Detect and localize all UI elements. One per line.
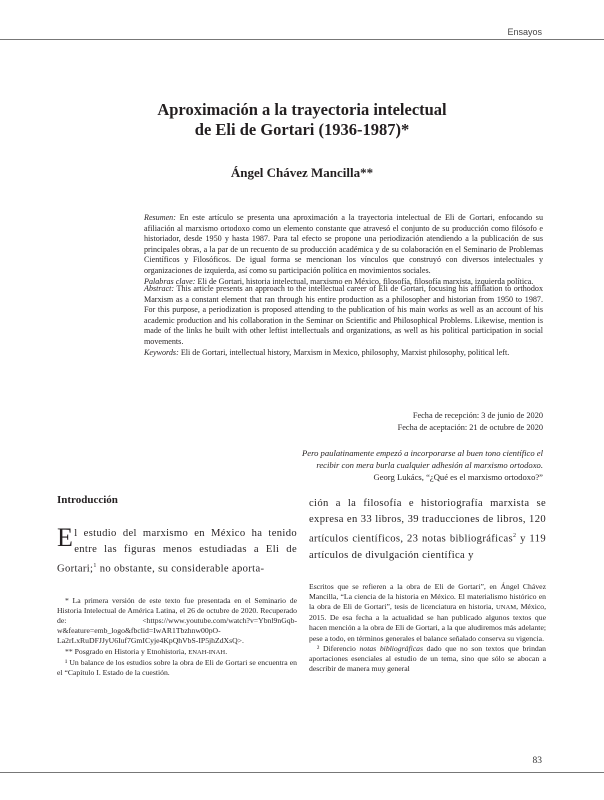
keywords-es-text: Eli de Gortari, historia intelectual, marxismo en México, filosofía, filosofía marxista, izquierda política. bbox=[197, 276, 534, 286]
keywords-en-label: Keywords: bbox=[144, 347, 179, 357]
abstract-en-text: This article presents an approach to the intellectual career of Eli de Gortari, focusing his affiliation to orthodox Marxism as a constant element that ran through his entire production as a philosopher and historian from 1950 to 1987. For this purpose, a periodization is proposed attending to the publication of his main works as well as an account of his academic production and his collaboration in the Seminar on Scientific and Philosophical Problems. Likewise, mention is made of the links he built with other leftist intellectuals and organizations, as well as his political participation in social movements. bbox=[144, 284, 543, 346]
footnote-ref-2[interactable]: 2 bbox=[513, 533, 517, 539]
column-left bbox=[57, 494, 297, 678]
epigraph-line-2: recibir con mera burla cualquier adhesión al marxismo ortodoxo. bbox=[316, 459, 543, 470]
epigraph-line-1: Pero paulatinamente empezó a incorporarse al buen tono científico el bbox=[302, 448, 543, 458]
footnote-2-italic: notas bibliográficas bbox=[359, 643, 423, 653]
section-heading-introduccion: Introducción bbox=[57, 494, 118, 506]
abstract-en-label: Abstract: bbox=[144, 284, 175, 293]
footnote-2 bbox=[309, 644, 546, 675]
article-author: Ángel Chávez Mancilla** bbox=[230, 165, 374, 180]
header-rule bbox=[0, 39, 604, 40]
footer-rule bbox=[0, 772, 604, 773]
footnote-double-star-end: . bbox=[225, 646, 228, 656]
abstract-es-label: Resumen: bbox=[144, 213, 176, 222]
column-right bbox=[309, 496, 546, 674]
intro-paragraph-left bbox=[57, 523, 297, 578]
footnote-1: ¹ Un balance de los estudios sobre la obra de Eli de Gortari se encuentra en el “Capítulo I. Estado de la cuestión. bbox=[57, 657, 297, 677]
date-received: Fecha de recepción: 3 de junio de 2020 bbox=[412, 411, 543, 420]
intro-text-left: l estudio del marxismo en México ha tenido entre las figuras menos estudiadas a Eli de Gortari; bbox=[57, 528, 297, 575]
footnote-double-star-institution: ENAH-INAH bbox=[188, 648, 226, 656]
drop-cap: E bbox=[57, 523, 74, 552]
intro-paragraph-right bbox=[309, 496, 546, 564]
footnote-double-star bbox=[57, 647, 297, 658]
keywords-en-paragraph bbox=[144, 348, 543, 359]
section-label: Ensayos bbox=[507, 27, 542, 37]
intro-text-right-1: ción a la filosofía e historiografía marxista se expresa en 33 libros, 39 traducciones de libros, 120 artículos científicos, 23 notas bibliográficas bbox=[309, 498, 546, 545]
keywords-en-text: Eli de Gortari, intellectual history, Marxism in Mexico, philosophy, Marxist philosophy, political left. bbox=[180, 347, 510, 357]
date-accepted: Fecha de aceptación: 21 de octubre de 2020 bbox=[397, 423, 543, 432]
footnote-2-text-b: dado que no son textos que brindan aportaciones esenciales al estudio de un tema, sino que sólo se abocan a describir de manera muy general bbox=[309, 643, 547, 674]
epigraph bbox=[213, 448, 543, 483]
abstract-english bbox=[144, 284, 543, 358]
title-line-1: Aproximación a la trayectoria intelectual bbox=[157, 100, 447, 119]
footnote-double-star-text: ** Posgrado en Historia y Etnohistoria, bbox=[65, 646, 189, 656]
footnote-star: * La primera versión de este texto fue presentada en el Seminario de Historia Intelectual de América Latina, el 26 de octubre de 2020. Recuperado de: <https://www.youtube.com/watch?v=Ybnl9nGqb-w&feature=emb_logo&fbclid=IwAR1Tbzhnw00pO-La2rLxRuDFJJyU6Iuf7GmICyje4KpQhVbS-IP5jhZdXsQ>. bbox=[57, 595, 297, 646]
epigraph-attribution: Georg Lukács, “¿Qué es el marxismo ortodoxo?” bbox=[373, 471, 543, 482]
abstract-es-paragraph bbox=[144, 213, 543, 277]
footnote-ref-1[interactable]: 1 bbox=[93, 563, 97, 569]
intro-text-right-2: y 119 artículos de divulgación científica y bbox=[309, 533, 546, 561]
footnote-1-continued bbox=[309, 582, 546, 644]
footnote-1-cont-institution: UNAM bbox=[496, 603, 517, 611]
abstract-spanish bbox=[144, 213, 543, 287]
footnote-2-text-a: ² Diferencio bbox=[317, 643, 360, 653]
article-title bbox=[0, 100, 604, 140]
article-dates bbox=[398, 410, 543, 434]
footnotes-left bbox=[57, 596, 297, 679]
intro-text-left-cont: no obstante, su considerable aporta- bbox=[96, 563, 265, 575]
keywords-es-label: Palabras clave: bbox=[144, 276, 196, 286]
footnote-1-cont-text-a: Escritos que se refieren a la obra de Eli de Gortari”, en Ángel Chávez Mancilla, “La ciencia de la historia en México. El materialismo histórico en la obra de Eli de Gortari”, tesis de licenciatura en historia, bbox=[309, 581, 546, 611]
page-number: 83 bbox=[532, 756, 542, 766]
abstract-es-text: En este artículo se presenta una aproximación a la trayectoria intelectual de Eli de Gortari, enfocando su afiliación al marxismo ortodoxo como un elemento constante que atravesó el conjunto de su producción como filósofo e historiador, desde 1950 y hasta 1987. Para tal efecto se propone una periodización atendiendo a la publicación de sus principales obras, a la par de un recuento de su producción académica y de su colaboración en el Seminario de Problemas Científicos y Filosóficos. De igual forma se mencionan los vínculos que construyó con diversos intelectuales y organizaciones de izquierda, así como su participación política en movimientos sociales. bbox=[144, 213, 543, 275]
abstract-en-paragraph bbox=[144, 284, 543, 348]
footnotes-right bbox=[309, 582, 546, 675]
title-line-2: de Eli de Gortari (1936-1987)* bbox=[194, 120, 410, 139]
footnote-1-cont-text-b: , México, 2015. De esa fecha a la actualidad se han publicado algunos textos que hacen mención a la obra de Eli de Gortari, a la que aludiremos más adelante; pese a todo, en términos generales el balance señalado conserva su vigencia. bbox=[309, 601, 547, 643]
